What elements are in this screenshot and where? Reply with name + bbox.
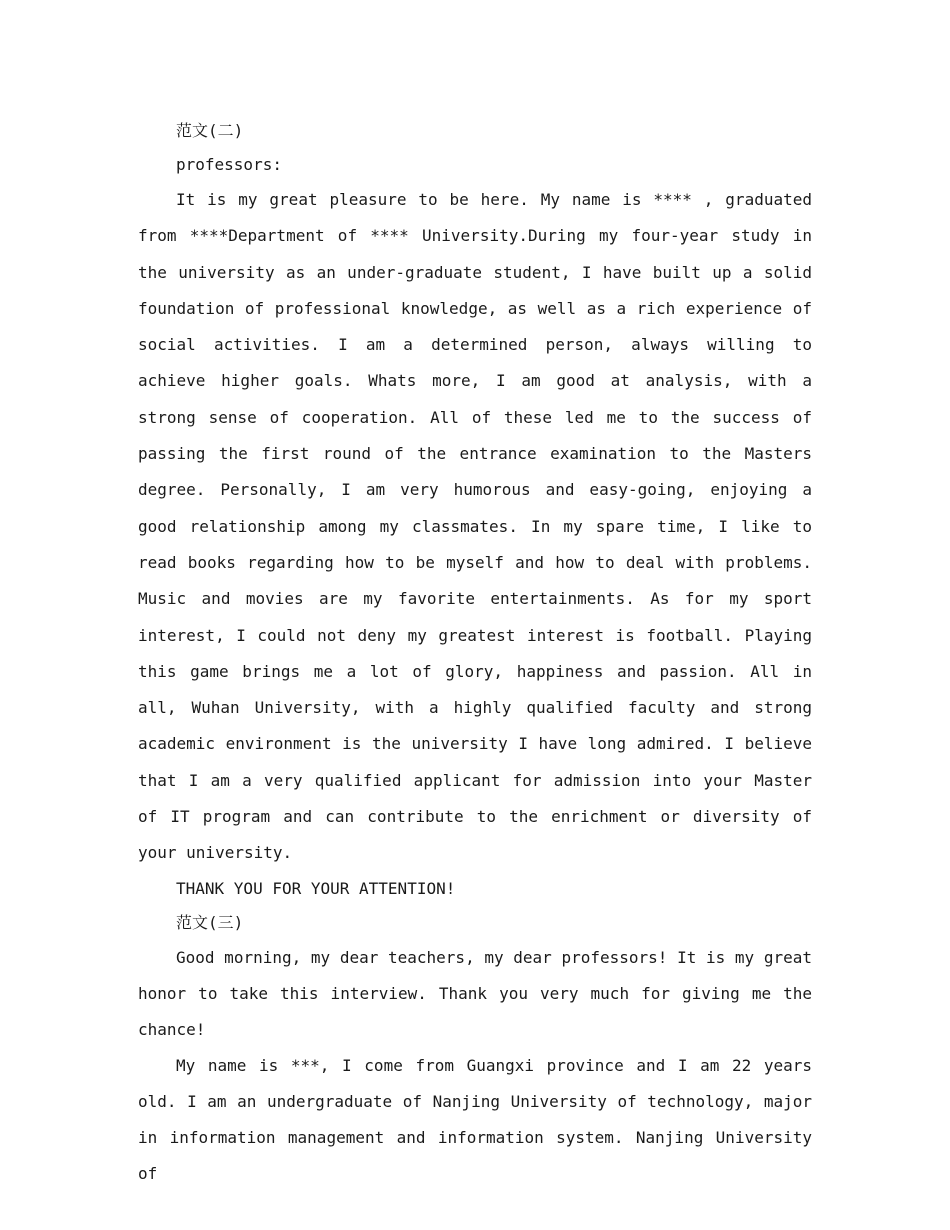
closing-2: THANK YOU FOR YOUR ATTENTION! xyxy=(176,878,456,898)
salutation-2: professors: xyxy=(176,155,282,174)
section-heading-2: 范文(二) xyxy=(176,121,244,140)
document-body xyxy=(138,114,812,1192)
paragraph-3a: Good morning, my dear teachers, my dear professors! It is my great honor to take this interview. Thank you very much for giving me the chance! xyxy=(138,947,812,1039)
paragraph-3b: My name is ***, I come from Guangxi province and I am 22 years old. I am an undergraduate of Nanjing University of technology, major in information management and information system. Nanjing University of xyxy=(138,1055,812,1183)
paragraph-2: It is my great pleasure to be here. My name is **** , graduated from ****Department of **** University.During my four-year study in the university as an under-graduate student, I have built up a solid foundation of professional knowledge, as well as a rich experience of social activities. I am a determined person, always willing to achieve higher goals. Whats more, I am good at analysis, with a strong sense of cooperation. All of these led me to the success of passing the first round of the entrance examination to the Masters degree. Personally, I am very humorous and easy-going, enjoying a good relationship among my classmates. In my spare time, I like to read books regarding how to be myself and how to deal with problems. Music and movies are my favorite entertainments. As for my sport interest, I could not deny my greatest interest is football. Playing this game brings me a lot of glory, happiness and passion. All in all, Wuhan University, with a highly qualified faculty and strong academic environment is the university I have long admired. I believe that I am a very qualified applicant for admission into your Master of IT program and can contribute to the enrichment or diversity of your university. xyxy=(138,190,812,863)
section-heading-3: 范文(三) xyxy=(176,912,244,932)
